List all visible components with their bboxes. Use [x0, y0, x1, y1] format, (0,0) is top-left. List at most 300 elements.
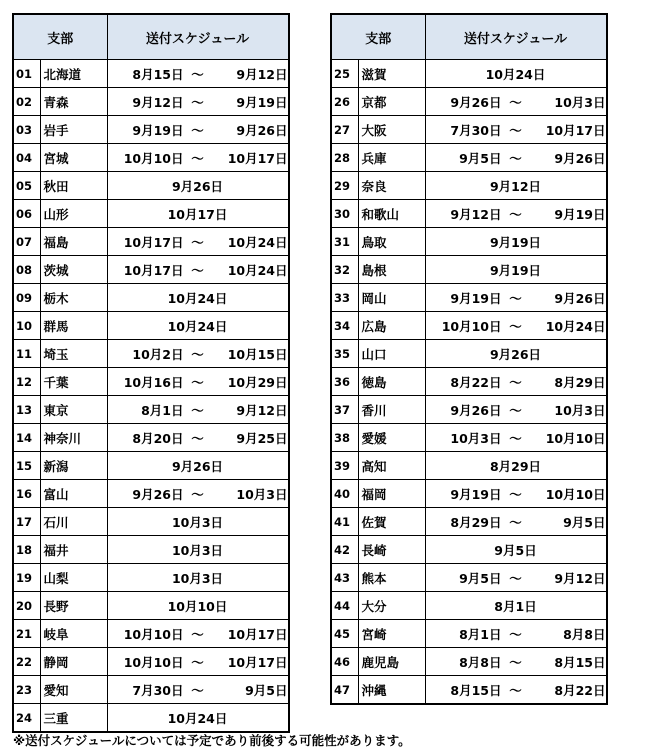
schedule-range-separator: ～: [509, 402, 522, 418]
schedule-cell: [425, 340, 607, 368]
schedule-date: 10月24日: [167, 290, 228, 306]
schedule-end-date: 9月26日: [236, 122, 288, 138]
branch-number: 45: [331, 620, 358, 648]
table-row: [331, 648, 607, 676]
branch-name: 長崎: [358, 536, 425, 564]
branch-number: 16: [13, 480, 40, 508]
schedule-start-date: 7月30日: [450, 122, 502, 138]
schedule-start-date: 10月10日: [441, 318, 502, 334]
branch-number: 02: [13, 88, 40, 116]
schedule-cell: [107, 228, 289, 256]
branch-number: 20: [13, 592, 40, 620]
branch-number: 26: [331, 88, 358, 116]
table-row: [331, 256, 607, 284]
table-row: [331, 200, 607, 228]
schedule-range-separator: ～: [509, 626, 522, 642]
branch-number: 42: [331, 536, 358, 564]
schedule-start-date: 9月19日: [132, 122, 184, 138]
branch-number: 41: [331, 508, 358, 536]
schedule-start-date: 8月1日: [459, 626, 502, 642]
schedule-start-date: 8月8日: [459, 654, 502, 670]
schedule-start-date: 8月20日: [132, 430, 184, 446]
branch-name: 岡山: [358, 284, 425, 312]
table-row: [13, 368, 289, 396]
branch-name: 富山: [40, 480, 107, 508]
table-row: [331, 508, 607, 536]
schedule-cell: [425, 368, 607, 396]
schedule-range-separator: ～: [191, 150, 204, 166]
schedule-end-date: 9月12日: [236, 402, 288, 418]
schedule-range-separator: ～: [191, 346, 204, 362]
branch-name: 大阪: [358, 116, 425, 144]
schedule-cell: [107, 88, 289, 116]
branch-name: 沖縄: [358, 676, 425, 705]
branch-number: 32: [331, 256, 358, 284]
schedule-date: 8月29日: [489, 458, 542, 474]
schedule-end-date: 8月8日: [563, 626, 606, 642]
branch-number: 43: [331, 564, 358, 592]
schedule-date: 9月26日: [489, 346, 542, 362]
schedule-date: 8月1日: [494, 598, 537, 614]
branch-number: 14: [13, 424, 40, 452]
schedule-cell: [107, 648, 289, 676]
schedule-start-date: 7月30日: [132, 682, 184, 698]
branch-number: 27: [331, 116, 358, 144]
schedule-start-date: 10月10日: [123, 654, 184, 670]
schedule-cell: [425, 592, 607, 620]
schedule-table-right: [330, 13, 608, 705]
schedule-cell: [107, 508, 289, 536]
schedule-date: 10月3日: [171, 570, 224, 586]
branch-number: 22: [13, 648, 40, 676]
schedule-range-separator: ～: [509, 654, 522, 670]
schedule-end-date: 8月29日: [554, 374, 606, 390]
schedule-cell: [425, 256, 607, 284]
schedule-cell: [107, 564, 289, 592]
branch-number: 33: [331, 284, 358, 312]
table-row: [331, 116, 607, 144]
schedule-start-date: 8月15日: [450, 682, 502, 698]
branch-name: 千葉: [40, 368, 107, 396]
table-row: [331, 676, 607, 705]
branch-name: 滋賀: [358, 60, 425, 88]
schedule-date: 9月19日: [489, 234, 542, 250]
schedule-end-date: 9月12日: [236, 66, 288, 82]
schedule-cell: [425, 172, 607, 200]
table-row: [331, 228, 607, 256]
schedule-cell: [107, 704, 289, 733]
branch-name: 埼玉: [40, 340, 107, 368]
schedule-end-date: 8月22日: [554, 682, 606, 698]
branch-name: 宮崎: [358, 620, 425, 648]
branch-number: 46: [331, 648, 358, 676]
schedule-cell: [425, 144, 607, 172]
schedule-date: 10月3日: [171, 542, 224, 558]
schedule-cell: [107, 620, 289, 648]
schedule-range-separator: ～: [191, 234, 204, 250]
schedule-end-date: 9月5日: [245, 682, 288, 698]
branch-name: 東京: [40, 396, 107, 424]
table-row: [331, 368, 607, 396]
branch-name: 石川: [40, 508, 107, 536]
table-header-row: [13, 14, 289, 60]
schedule-end-date: 9月26日: [554, 290, 606, 306]
header-branch: 支部: [331, 14, 425, 60]
table-row: [331, 620, 607, 648]
table-row: [13, 704, 289, 733]
schedule-range-separator: ～: [191, 402, 204, 418]
schedule-end-date: 9月19日: [554, 206, 606, 222]
branch-name: 福島: [40, 228, 107, 256]
schedule-cell: [425, 676, 607, 705]
schedule-range-separator: ～: [509, 150, 522, 166]
branch-name: 徳島: [358, 368, 425, 396]
schedule-start-date: 10月3日: [450, 430, 502, 446]
schedule-start-date: 10月16日: [123, 374, 184, 390]
schedule-end-date: 10月24日: [227, 262, 288, 278]
branch-number: 31: [331, 228, 358, 256]
table-row: [13, 648, 289, 676]
schedule-cell: [425, 312, 607, 340]
schedule-range-separator: ～: [191, 626, 204, 642]
table-row: [13, 508, 289, 536]
branch-number: 01: [13, 60, 40, 88]
schedule-date: 10月24日: [167, 318, 228, 334]
schedule-cell: [107, 340, 289, 368]
branch-name: 福井: [40, 536, 107, 564]
branch-number: 21: [13, 620, 40, 648]
schedule-cell: [107, 368, 289, 396]
schedule-end-date: 10月17日: [227, 654, 288, 670]
table-row: [331, 284, 607, 312]
table-row: [13, 60, 289, 88]
table-row: [331, 592, 607, 620]
schedule-start-date: 8月29日: [450, 514, 502, 530]
schedule-start-date: 10月17日: [123, 262, 184, 278]
schedule-start-date: 9月12日: [450, 206, 502, 222]
schedule-cell: [425, 508, 607, 536]
schedule-end-date: 10月10日: [545, 486, 606, 502]
table-row: [13, 480, 289, 508]
schedule-date: 9月26日: [171, 178, 224, 194]
schedule-end-date: 10月24日: [227, 234, 288, 250]
schedule-end-date: 9月12日: [554, 570, 606, 586]
schedule-range-separator: ～: [509, 486, 522, 502]
table-row: [13, 200, 289, 228]
schedule-end-date: 10月15日: [227, 346, 288, 362]
schedule-end-date: 10月29日: [227, 374, 288, 390]
schedule-end-date: 10月10日: [545, 430, 606, 446]
branch-name: 熊本: [358, 564, 425, 592]
branch-number: 11: [13, 340, 40, 368]
branch-number: 13: [13, 396, 40, 424]
schedule-start-date: 8月22日: [450, 374, 502, 390]
branch-number: 03: [13, 116, 40, 144]
schedule-cell: [425, 424, 607, 452]
header-schedule: 送付スケジュール: [425, 14, 607, 60]
schedule-start-date: 9月19日: [450, 486, 502, 502]
schedule-cell: [425, 88, 607, 116]
schedule-end-date: 9月19日: [236, 94, 288, 110]
schedule-date: 9月19日: [489, 262, 542, 278]
table-row: [331, 60, 607, 88]
schedule-range-separator: ～: [509, 206, 522, 222]
table-row: [331, 144, 607, 172]
table-row: [331, 452, 607, 480]
table-row: [13, 228, 289, 256]
branch-name: 神奈川: [40, 424, 107, 452]
schedule-range-separator: ～: [509, 514, 522, 530]
schedule-cell: [425, 60, 607, 88]
table-row: [13, 676, 289, 704]
table-row: [13, 172, 289, 200]
schedule-range-separator: ～: [509, 430, 522, 446]
schedule-end-date: 10月3日: [554, 402, 606, 418]
branch-number: 47: [331, 676, 358, 705]
schedule-range-separator: ～: [509, 570, 522, 586]
schedule-range-separator: ～: [191, 682, 204, 698]
schedule-date: 10月24日: [167, 710, 228, 726]
schedule-end-date: 10月3日: [236, 486, 288, 502]
schedule-cell: [425, 200, 607, 228]
schedule-start-date: 10月17日: [123, 234, 184, 250]
branch-number: 10: [13, 312, 40, 340]
schedule-cell: [107, 284, 289, 312]
table-row: [331, 536, 607, 564]
table-row: [331, 564, 607, 592]
schedule-end-date: 10月17日: [227, 150, 288, 166]
branch-name: 山梨: [40, 564, 107, 592]
schedule-cell: [107, 60, 289, 88]
branch-name: 長野: [40, 592, 107, 620]
schedule-start-date: 10月10日: [123, 150, 184, 166]
branch-number: 29: [331, 172, 358, 200]
branch-number: 44: [331, 592, 358, 620]
table-row: [13, 620, 289, 648]
schedule-end-date: 8月15日: [554, 654, 606, 670]
branch-name: 山形: [40, 200, 107, 228]
table-row: [13, 396, 289, 424]
schedule-end-date: 10月3日: [554, 94, 606, 110]
schedule-cell: [107, 536, 289, 564]
branch-number: 05: [13, 172, 40, 200]
schedule-range-separator: ～: [191, 262, 204, 278]
header-branch: 支部: [13, 14, 107, 60]
table-row: [13, 256, 289, 284]
table-row: [331, 424, 607, 452]
branch-name: 群馬: [40, 312, 107, 340]
schedule-start-date: 8月15日: [132, 66, 184, 82]
schedule-range-separator: ～: [509, 318, 522, 334]
branch-name: 愛媛: [358, 424, 425, 452]
schedule-date: 10月17日: [167, 206, 228, 222]
branch-number: 17: [13, 508, 40, 536]
branch-name: 鹿児島: [358, 648, 425, 676]
branch-name: 栃木: [40, 284, 107, 312]
branch-name: 佐賀: [358, 508, 425, 536]
table-row: [13, 312, 289, 340]
schedule-start-date: 10月10日: [123, 626, 184, 642]
schedule-cell: [107, 452, 289, 480]
branch-name: 兵庫: [358, 144, 425, 172]
schedule-range-separator: ～: [509, 122, 522, 138]
branch-number: 08: [13, 256, 40, 284]
schedule-cell: [425, 284, 607, 312]
schedule-date: 9月5日: [494, 542, 537, 558]
branch-name: 岐阜: [40, 620, 107, 648]
schedule-cell: [107, 172, 289, 200]
schedule-range-separator: ～: [191, 430, 204, 446]
branch-number: 19: [13, 564, 40, 592]
branch-number: 37: [331, 396, 358, 424]
branch-number: 18: [13, 536, 40, 564]
schedule-cell: [425, 396, 607, 424]
schedule-range-separator: ～: [509, 682, 522, 698]
branch-name: 高知: [358, 452, 425, 480]
schedule-end-date: 9月25日: [236, 430, 288, 446]
schedule-start-date: 9月12日: [132, 94, 184, 110]
branch-number: 09: [13, 284, 40, 312]
schedule-start-date: 10月2日: [132, 346, 184, 362]
schedule-cell: [107, 144, 289, 172]
branch-number: 40: [331, 480, 358, 508]
table-row: [13, 340, 289, 368]
schedule-cell: [107, 592, 289, 620]
schedule-range-separator: ～: [191, 122, 204, 138]
branch-name: 三重: [40, 704, 107, 733]
branch-name: 京都: [358, 88, 425, 116]
table-row: [13, 564, 289, 592]
schedule-cell: [425, 564, 607, 592]
schedule-cell: [425, 452, 607, 480]
branch-number: 36: [331, 368, 358, 396]
schedule-table-left: [12, 13, 290, 733]
schedule-start-date: 8月1日: [141, 402, 184, 418]
branch-name: 福岡: [358, 480, 425, 508]
schedule-start-date: 9月26日: [450, 402, 502, 418]
table-row: [13, 284, 289, 312]
schedule-range-separator: ～: [191, 94, 204, 110]
branch-name: 広島: [358, 312, 425, 340]
branch-number: 28: [331, 144, 358, 172]
branch-name: 奈良: [358, 172, 425, 200]
branch-name: 香川: [358, 396, 425, 424]
schedule-cell: [107, 256, 289, 284]
schedule-range-separator: ～: [191, 486, 204, 502]
schedule-end-date: 10月17日: [545, 122, 606, 138]
footnote: ※送付スケジュールについては予定であり前後する可能性があります。: [13, 733, 411, 748]
branch-number: 34: [331, 312, 358, 340]
schedule-cell: [425, 648, 607, 676]
branch-name: 新潟: [40, 452, 107, 480]
branch-name: 宮城: [40, 144, 107, 172]
schedule-range-separator: ～: [509, 290, 522, 306]
schedule-range-separator: ～: [191, 66, 204, 82]
branch-number: 06: [13, 200, 40, 228]
branch-name: 大分: [358, 592, 425, 620]
schedule-range-separator: ～: [191, 374, 204, 390]
table-row: [13, 592, 289, 620]
schedule-end-date: 9月5日: [563, 514, 606, 530]
branch-name: 静岡: [40, 648, 107, 676]
table-header-row: [331, 14, 607, 60]
branch-number: 07: [13, 228, 40, 256]
table-row: [13, 452, 289, 480]
schedule-start-date: 9月26日: [450, 94, 502, 110]
schedule-end-date: 10月24日: [545, 318, 606, 334]
schedule-cell: [107, 312, 289, 340]
schedule-start-date: 9月5日: [459, 570, 502, 586]
schedule-cell: [425, 620, 607, 648]
schedule-cell: [425, 536, 607, 564]
schedule-cell: [425, 116, 607, 144]
schedule-cell: [107, 480, 289, 508]
schedule-date: 10月10日: [167, 598, 228, 614]
table-row: [331, 340, 607, 368]
branch-name: 青森: [40, 88, 107, 116]
branch-name: 島根: [358, 256, 425, 284]
schedule-cell: [107, 676, 289, 704]
schedule-cell: [107, 424, 289, 452]
table-row: [331, 396, 607, 424]
branch-number: 25: [331, 60, 358, 88]
branch-name: 北海道: [40, 60, 107, 88]
branch-name: 茨城: [40, 256, 107, 284]
schedule-end-date: 10月17日: [227, 626, 288, 642]
table-row: [13, 88, 289, 116]
schedule-cell: [107, 200, 289, 228]
schedule-cell: [425, 228, 607, 256]
schedule-date: 10月3日: [171, 514, 224, 530]
schedule-cell: [107, 396, 289, 424]
schedule-cell: [107, 116, 289, 144]
header-schedule: 送付スケジュール: [107, 14, 289, 60]
branch-name: 秋田: [40, 172, 107, 200]
table-row: [331, 480, 607, 508]
branch-number: 23: [13, 676, 40, 704]
branch-number: 39: [331, 452, 358, 480]
branch-number: 30: [331, 200, 358, 228]
branch-number: 15: [13, 452, 40, 480]
branch-number: 04: [13, 144, 40, 172]
branch-name: 和歌山: [358, 200, 425, 228]
schedule-range-separator: ～: [509, 374, 522, 390]
schedule-range-separator: ～: [509, 94, 522, 110]
schedule-range-separator: ～: [191, 654, 204, 670]
branch-number: 12: [13, 368, 40, 396]
table-row: [331, 172, 607, 200]
schedule-end-date: 9月26日: [554, 150, 606, 166]
branch-number: 38: [331, 424, 358, 452]
table-row: [13, 116, 289, 144]
table-row: [13, 144, 289, 172]
branch-number: 35: [331, 340, 358, 368]
branch-name: 愛知: [40, 676, 107, 704]
branch-name: 山口: [358, 340, 425, 368]
table-row: [331, 312, 607, 340]
schedule-date: 10月24日: [485, 66, 546, 82]
schedule-date: 9月26日: [171, 458, 224, 474]
schedule-start-date: 9月26日: [132, 486, 184, 502]
table-row: [331, 88, 607, 116]
branch-name: 鳥取: [358, 228, 425, 256]
schedule-start-date: 9月19日: [450, 290, 502, 306]
table-row: [13, 536, 289, 564]
table-row: [13, 424, 289, 452]
schedule-date: 9月12日: [489, 178, 542, 194]
branch-name: 岩手: [40, 116, 107, 144]
branch-number: 24: [13, 704, 40, 733]
